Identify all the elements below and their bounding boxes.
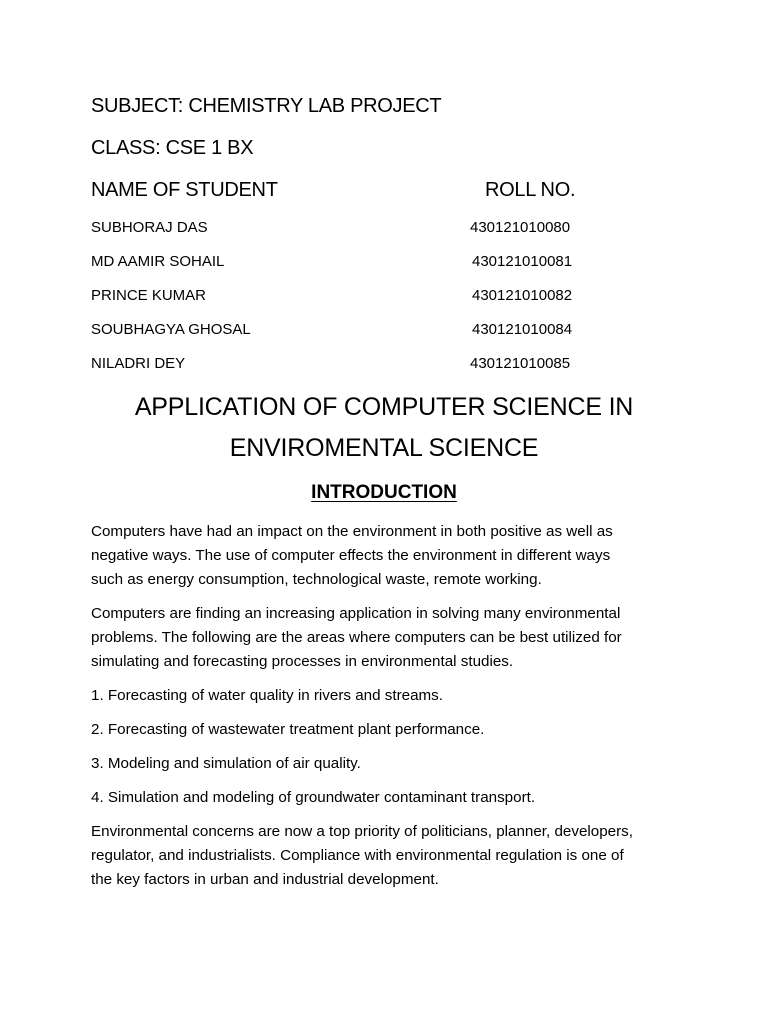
title-line: APPLICATION OF COMPUTER SCIENCE IN [134, 393, 634, 421]
paragraph-line: regulator, and industrialists. Compliance with environmental regulation is one of [91, 847, 624, 864]
student-name: MD AAMIR SOHAIL [91, 253, 225, 270]
paragraph-line: problems. The following are the areas where computers can be best utilized for [91, 629, 622, 646]
name-column-heading: NAME OF STUDENT [91, 179, 278, 201]
list-item: 3. Modeling and simulation of air quality. [91, 755, 361, 772]
list-item: 2. Forecasting of wastewater treatment plant performance. [91, 721, 485, 738]
title-line: ENVIROMENTAL SCIENCE [229, 434, 539, 462]
paragraph-line: the key factors in urban and industrial development. [91, 871, 439, 888]
student-name: SOUBHAGYA GHOSAL [91, 321, 251, 338]
list-item: 4. Simulation and modeling of groundwater contaminant transport. [91, 789, 536, 806]
student-name: PRINCE KUMAR [91, 287, 207, 304]
paragraph-line: Computers are finding an increasing application in solving many environmental [91, 605, 621, 622]
paragraph-line: simulating and forecasting processes in environmental studies. [91, 653, 514, 670]
student-name: SUBHORAJ DAS [91, 219, 208, 236]
student-name: NILADRI DEY [91, 355, 186, 372]
roll-column-heading: ROLL NO. [485, 179, 576, 201]
paragraph-line: Computers have had an impact on the environment in both positive as well as [91, 523, 613, 540]
student-roll: 430121010085 [470, 355, 571, 372]
paragraph [91, 520, 691, 592]
list-item: 1. Forecasting of water quality in rivers and streams. [91, 687, 443, 704]
paragraph-line: Environmental concerns are now a top priority of politicians, planner, developers, [91, 823, 633, 840]
subject-heading: SUBJECT: CHEMISTRY LAB PROJECT [91, 95, 442, 117]
paragraph-line: negative ways. The use of computer effects the environment in different ways [91, 547, 611, 564]
paragraph [91, 820, 691, 892]
student-roll: 430121010080 [470, 219, 571, 236]
student-roll: 430121010081 [472, 253, 573, 270]
student-roll: 430121010084 [472, 321, 573, 338]
introduction-heading: INTRODUCTION [311, 482, 457, 503]
class-heading: CLASS: CSE 1 BX [91, 137, 254, 159]
document-title [0, 387, 768, 469]
student-roll: 430121010082 [472, 287, 573, 304]
paragraph-line: such as energy consumption, technological waste, remote working. [91, 571, 542, 588]
paragraph [91, 602, 691, 674]
